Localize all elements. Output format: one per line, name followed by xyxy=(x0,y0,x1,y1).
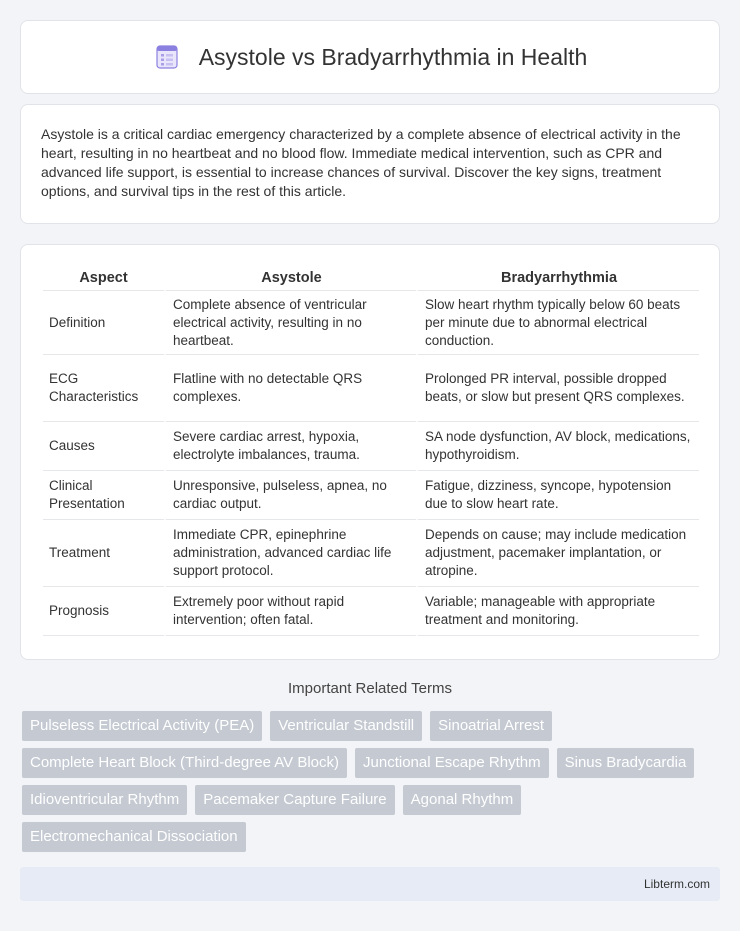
row-asystole: Unresponsive, pulseless, apnea, no cardiac output. xyxy=(164,471,416,520)
row-asystole: Immediate CPR, epinephrine administration, advanced cardiac life support protocol. xyxy=(164,520,416,587)
footer-site-link[interactable]: Libterm.com xyxy=(643,877,710,891)
row-asystole: Severe cardiac arrest, hypoxia, electrolyte imbalances, trauma. xyxy=(164,422,416,471)
related-term-tag[interactable]: Agonal Rhythm xyxy=(403,785,522,815)
column-header-asystole: Asystole xyxy=(164,265,416,291)
row-bradyarrhythmia: Depends on cause; may include medication adjustment, pacemaker implantation, or atropine. xyxy=(416,520,699,587)
footer xyxy=(20,867,720,901)
row-bradyarrhythmia: Prolonged PR interval, possible dropped beats, or slow but present QRS complexes. xyxy=(416,355,699,422)
row-asystole: Extremely poor without rapid intervention; often fatal. xyxy=(164,587,416,636)
row-aspect: Treatment xyxy=(43,520,164,587)
row-aspect: ECG Characteristics xyxy=(43,355,164,422)
table-row xyxy=(43,291,699,355)
related-term-tag[interactable]: Pacemaker Capture Failure xyxy=(195,785,394,815)
column-header-aspect: Aspect xyxy=(43,265,164,291)
table-row xyxy=(43,355,699,422)
related-term-tag[interactable]: Sinoatrial Arrest xyxy=(430,711,552,741)
row-bradyarrhythmia: SA node dysfunction, AV block, medications, hypothyroidism. xyxy=(416,422,699,471)
document-icon xyxy=(153,43,181,71)
intro-card xyxy=(20,104,720,224)
row-aspect: Prognosis xyxy=(43,587,164,636)
row-aspect: Clinical Presentation xyxy=(43,471,164,520)
related-term-tag[interactable]: Junctional Escape Rhythm xyxy=(355,748,549,778)
table-header-row xyxy=(43,265,699,291)
related-term-tag[interactable]: Idioventricular Rhythm xyxy=(22,785,187,815)
page-title: Asystole vs Bradyarrhythmia in Health xyxy=(198,43,588,70)
header-card xyxy=(20,20,720,94)
comparison-table xyxy=(43,265,699,636)
intro-paragraph: Asystole is a critical cardiac emergency characterized by a complete absence of electrical activity in the heart, resulting in no heartbeat and no blood flow. Immediate medical intervention, such as CPR and advanced life support, is essential to increase chances of survival. Discover the key signs, treatment options, and survival tips in the rest of this article. xyxy=(41,126,681,199)
related-terms-list xyxy=(22,711,722,852)
related-term-tag[interactable]: Pulseless Electrical Activity (PEA) xyxy=(22,711,262,741)
row-bradyarrhythmia: Slow heart rhythm typically below 60 beats per minute due to abnormal electrical conduction. xyxy=(416,291,699,355)
table-row xyxy=(43,587,699,636)
related-term-tag[interactable]: Complete Heart Block (Third-degree AV Block) xyxy=(22,748,347,778)
column-header-bradyarrhythmia: Bradyarrhythmia xyxy=(416,265,699,291)
row-aspect: Definition xyxy=(43,291,164,355)
table-row xyxy=(43,471,699,520)
related-term-tag[interactable]: Ventricular Standstill xyxy=(270,711,422,741)
row-bradyarrhythmia: Fatigue, dizziness, syncope, hypotension due to slow heart rate. xyxy=(416,471,699,520)
related-term-tag[interactable]: Sinus Bradycardia xyxy=(557,748,695,778)
related-terms-heading: Important Related Terms xyxy=(288,680,452,697)
row-bradyarrhythmia: Variable; manageable with appropriate treatment and monitoring. xyxy=(416,587,699,636)
row-aspect: Causes xyxy=(43,422,164,471)
table-row xyxy=(43,422,699,471)
comparison-table-card xyxy=(20,244,720,660)
related-term-tag[interactable]: Electromechanical Dissociation xyxy=(22,822,246,852)
row-asystole: Complete absence of ventricular electrical activity, resulting in no heartbeat. xyxy=(164,291,416,355)
row-asystole: Flatline with no detectable QRS complexes. xyxy=(164,355,416,422)
table-row xyxy=(43,520,699,587)
